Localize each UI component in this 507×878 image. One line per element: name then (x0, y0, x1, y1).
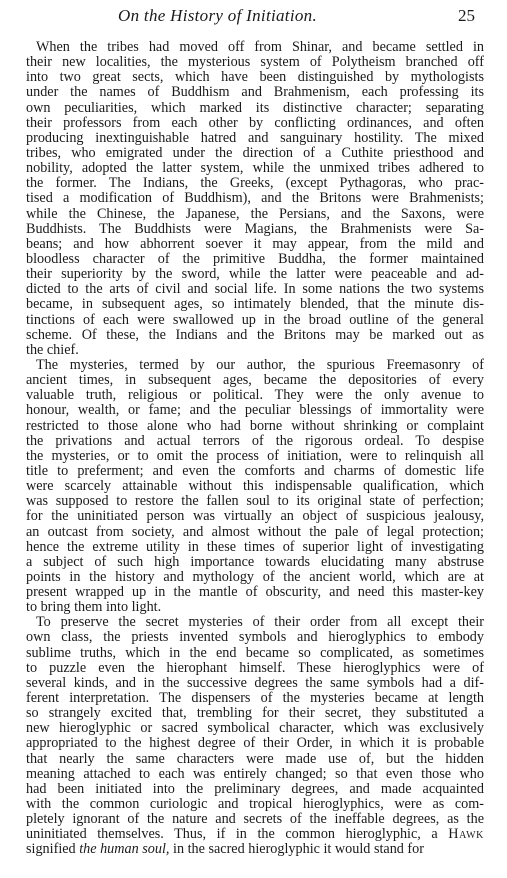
text-line: for the uninitiated person was virtually an object of suspicious jealousy, (26, 508, 484, 525)
text-line: was supposed to restore the fallen soul to its original state of perfection; (26, 493, 484, 510)
text-line: an outcast from society, and almost without the pale of legal protection; (26, 523, 484, 540)
page-number: 25 (458, 6, 475, 25)
text-line: restricted to those alone who had borne without shrinking or complaint (26, 417, 484, 434)
text-line: to bring them into light. (26, 599, 162, 616)
paragraph-3 (26, 615, 484, 857)
text-line: a subject of such high importance towards elucidating many abstruse (26, 553, 484, 570)
body-text (26, 40, 484, 858)
text-run: uninitiated themselves. Thus, if in the common hieroglyphic, a (26, 826, 438, 843)
text-line: became, in subsequent ages, so intimately blended, that the minute dis- (26, 296, 484, 313)
text-line: meaning attached to each was entirely changed; so that even those who (26, 765, 484, 782)
text-line: their new localities, the mysterious system of Polytheism branched off (26, 54, 484, 71)
text-line: their superiority by the sword, while the latter were peaceable and ad- (26, 266, 484, 283)
running-head (0, 6, 507, 28)
text-line: were scarcely attainable without this indispensable qualification, which (26, 478, 484, 495)
text-line: When the tribes had moved off from Shinar, and became settled in (36, 39, 484, 55)
text-line: To preserve the secret mysteries of their order from all except their (36, 614, 484, 631)
text-line: that nearly the same characters were made use of, but the hidden (26, 750, 484, 767)
text-line: had been initiated into the preliminary degrees, and made acquainted (26, 780, 484, 797)
text-line: the privations and actual terrors of the rigorous ordeal. To despise (26, 432, 484, 449)
italic-phrase: the human soul, (79, 841, 170, 858)
text-line: own class, the priests invented symbols and hieroglyphics to embody (26, 629, 484, 646)
text-line: under the names of Buddhism and Brahmenism, each professing its (26, 84, 484, 101)
text-line: nobility, adopted the latter system, while the unmixed tribes adhered to (26, 160, 484, 177)
text-line: so strangely excited that, trembling for their secret, they substituted a (26, 705, 484, 722)
paragraph-1 (26, 40, 484, 358)
text-line (26, 842, 484, 857)
small-caps-word: Hawk (448, 826, 485, 843)
text-line: bloodless character of the primitive Buddha, the former maintained (26, 250, 484, 267)
text-line: into two great sects, which have been distinguished by mythologists (26, 69, 484, 86)
text-line: tribes, who emigrated under the direction of a Cuthite priesthood and (26, 144, 484, 161)
text-run: signified (26, 841, 80, 858)
text-line: own peculiarities, which marked its distinctive character; separating (26, 99, 484, 116)
text-line: while the Chinese, the Japanese, the Persians, and the Saxons, were (26, 205, 484, 222)
text-line: beans; and how abhorrent soever it may appear, from the mild and (26, 235, 484, 252)
text-line: several kinds, and in the successive degrees the same symbols had a dif- (26, 674, 484, 691)
text-line: title to preferment; and even the comforts and charms of domestic life (26, 462, 484, 479)
text-line: tised a modification of Buddhism), and the Britons were Brahmenists; (26, 190, 484, 207)
text-line: honour, wealth, or fame; and the peculiar blessings of immortality were (26, 402, 484, 419)
text-line: appropriated to the highest degree of their Order, in which it is probable (26, 735, 484, 752)
text-line: ferent interpretation. The dispensers of the mysteries became at length (26, 690, 484, 707)
text-line: present wrapped up in the mantle of obscurity, and need this master-key (26, 584, 484, 601)
text-line: producing inextinguishable hatred and sanguinary hostility. The mixed (26, 129, 484, 146)
text-line: scheme. Of these, the Indians and the Britons may be marked out as (26, 326, 484, 343)
text-line: the former. The Indians, the Greeks, (except Pythagoras, who prac- (26, 175, 484, 192)
paragraph-2 (26, 358, 484, 615)
text-line: sublime truths, which in the end became so complicated, as sometimes (26, 644, 484, 661)
text-line: hence the extreme utility in these times of superior light of investigating (26, 538, 484, 555)
text-run: in the sacred hieroglyphic it would stand for (169, 841, 424, 858)
text-line: dicted to the arts of civil and social life. In some nations the two systems (26, 281, 484, 298)
text-line: tinctions of each were swallowed up in the broad outline of the general (26, 311, 484, 328)
text-line: The mysteries, termed by our author, the spurious Freemasonry of (36, 356, 484, 373)
text-line: pletely ignorant of the nature and secrets of the ineffable degrees, as the (26, 811, 484, 828)
text-line: new hieroglyphic or sacred symbolical character, which was exclusively (26, 720, 484, 737)
text-line: valuable truth, religious or political. They were the only avenue to (26, 387, 484, 404)
text-line: their professors from each other by conflicting ordinances, and often (26, 114, 484, 131)
text-line: with the common curiologic and tropical hieroglyphics, were as com- (26, 796, 484, 813)
text-line: points in the history and mythology of the ancient world, which are at (26, 568, 484, 585)
text-line: the mysteries, or to omit the process of initiation, were to relinquish all (26, 447, 484, 464)
running-title: On the History of Initiation. (118, 6, 317, 25)
text-line: ancient times, in subsequent ages, became the depositories of every (26, 372, 484, 389)
text-line: Buddhists. The Buddhists were Magians, the Brahmenists were Sa- (26, 220, 484, 237)
text-line: the chief. (26, 341, 79, 358)
text-line: to puzzle even the hierophant himself. These hieroglyphics were of (26, 659, 484, 676)
text-line (26, 827, 484, 842)
